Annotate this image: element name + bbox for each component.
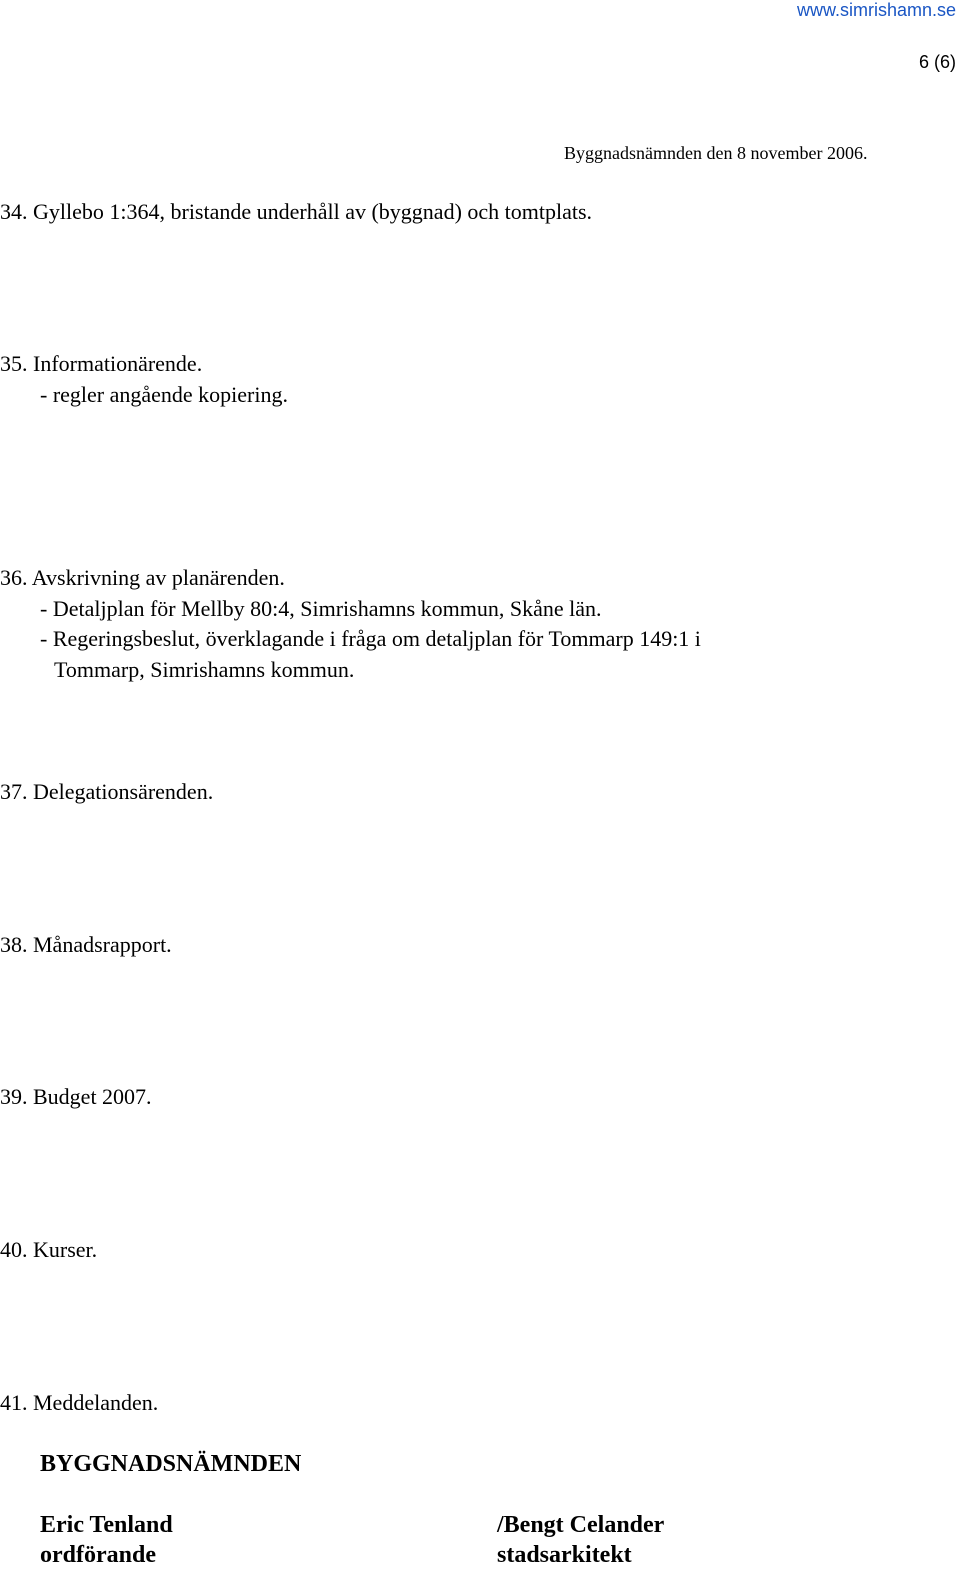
- agenda-item-36-sub-2: - Regeringsbeslut, överklagande i fråga om detaljplan för Tommarp 149:1 i: [40, 626, 701, 651]
- architect-title: stadsarkitekt: [497, 1542, 632, 1568]
- agenda-item-36-sub-1: - Detaljplan för Mellby 80:4, Simrishamns kommun, Skåne län.: [40, 596, 602, 621]
- page-number: 6 (6): [918, 52, 956, 72]
- agenda-item-38: 38. Månadsrapport.: [0, 932, 172, 957]
- meeting-date: Byggnadsnämnden den 8 november 2006.: [564, 143, 868, 163]
- agenda-item-37: 37. Delegationsärenden.: [0, 779, 214, 804]
- board-name: BYGGNADSNÄMNDEN: [40, 1451, 302, 1477]
- agenda-item-34: 34. Gyllebo 1:364, bristande underhåll av (byggnad) och tomtplats.: [0, 199, 593, 224]
- chair-name: Eric Tenland: [40, 1512, 173, 1538]
- agenda-item-39: 39. Budget 2007.: [0, 1084, 152, 1109]
- site-url-link[interactable]: www.simrishamn.se: [796, 0, 956, 20]
- architect-name: /Bengt Celander: [497, 1512, 665, 1538]
- agenda-item-36: 36. Avskrivning av planärenden.: [0, 565, 285, 590]
- agenda-item-40: 40. Kurser.: [0, 1237, 98, 1262]
- agenda-item-36-sub-2-cont: Tommarp, Simrishamns kommun.: [54, 657, 355, 682]
- agenda-item-35-sub: - regler angående kopiering.: [40, 382, 288, 407]
- chair-title: ordförande: [40, 1542, 156, 1568]
- agenda-item-35: 35. Informationärende.: [0, 351, 203, 376]
- agenda-item-41: 41. Meddelanden.: [0, 1390, 159, 1415]
